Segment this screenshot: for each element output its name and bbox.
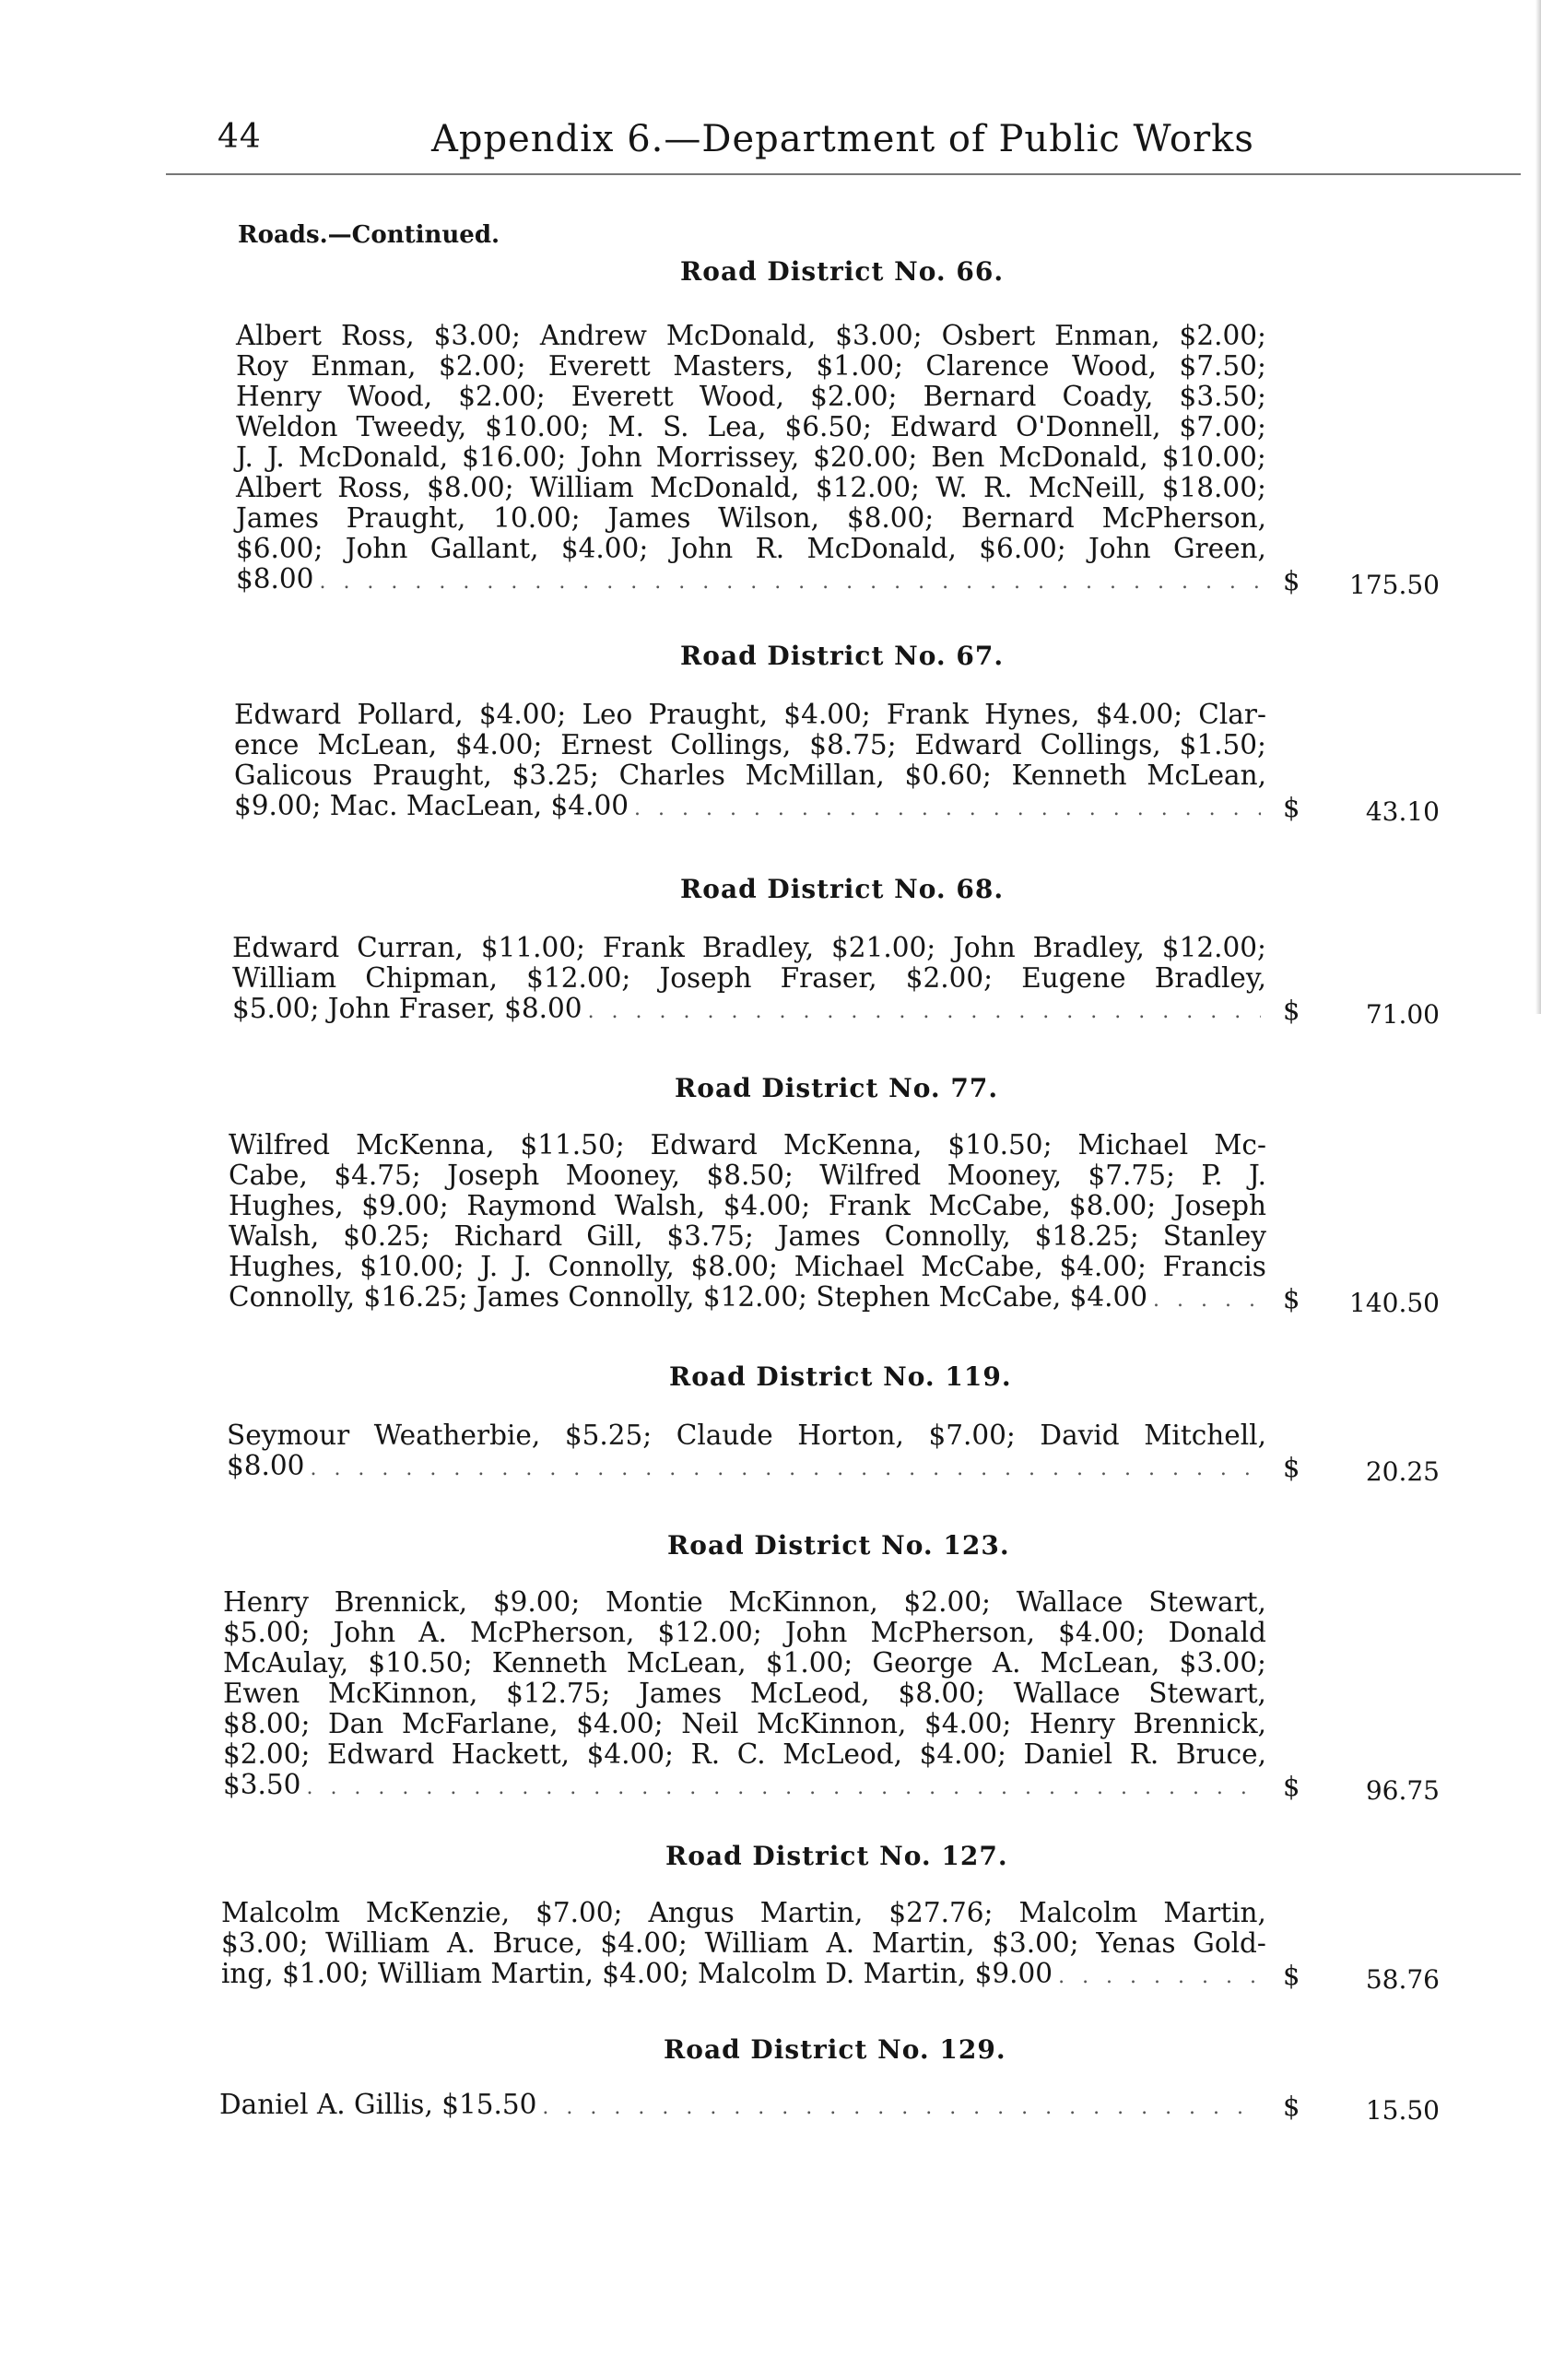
district-title: Road District No. 127.	[665, 1841, 1008, 1871]
entry-line: Hughes, $9.00; Raymond Walsh, $4.00; Frank McCabe, $8.00; Joseph	[229, 1190, 1266, 1221]
entry-line: $2.00; Edward Hackett, $4.00; R. C. McLeod, $4.00; Daniel R. Bruce,	[223, 1738, 1266, 1770]
dot-leaders	[319, 567, 1261, 597]
entry-line: Roy Enman, $2.00; Everett Masters, $1.00; Clarence Wood, $7.50;	[236, 350, 1266, 382]
district-entries	[221, 1898, 1266, 1989]
district-title: Road District No. 129.	[664, 2034, 1006, 2065]
district-entries	[223, 1587, 1266, 1800]
entry-line: Albert Ross, $3.00; Andrew McDonald, $3.00; Osbert Enman, $2.00;	[236, 320, 1266, 351]
entry-last-line	[229, 1282, 1266, 1313]
entry-line: $3.00; William A. Bruce, $4.00; William A. Martin, $3.00; Yenas Gold-	[221, 1927, 1266, 1959]
entry-last-line-text: $3.50	[223, 1769, 301, 1800]
entry-line: Galicous Praught, $3.25; Charles McMillan, $0.60; Kenneth McLean,	[234, 760, 1266, 791]
entry-last-line-text: $9.00; Mac. MacLean, $4.00	[234, 790, 629, 821]
entry-line: Albert Ross, $8.00; William McDonald, $12.00; W. R. McNeill, $18.00;	[236, 472, 1266, 503]
entry-last-line	[227, 1451, 1266, 1481]
section-label: Roads.—Continued.	[238, 221, 500, 249]
running-title: Appendix 6.—Department of Public Works	[431, 118, 1254, 160]
district-total: 15.50	[1365, 2095, 1440, 2126]
district-entries	[236, 321, 1266, 595]
district-entries	[227, 1420, 1266, 1481]
dot-leaders	[634, 794, 1261, 824]
entry-last-line-text: Connolly, $16.25; James Connolly, $12.00; Stephen McCabe, $4.00	[229, 1281, 1148, 1313]
dollar-sign: $	[1283, 1283, 1300, 1314]
dot-leaders	[310, 1454, 1261, 1484]
district-entries	[219, 2090, 1266, 2120]
dollar-sign: $	[1283, 792, 1300, 823]
entry-line: Edward Curran, $11.00; Frank Bradley, $21.00; John Bradley, $12.00;	[232, 932, 1266, 963]
entry-line: Edward Pollard, $4.00; Leo Praught, $4.00; Frank Hynes, $4.00; Clar-	[234, 699, 1266, 730]
entry-line: Cabe, $4.75; Joseph Mooney, $8.50; Wilfred Mooney, $7.75; P. J.	[229, 1160, 1266, 1191]
district-entries	[234, 700, 1266, 821]
district-total: 140.50	[1349, 1288, 1440, 1318]
page-header	[0, 111, 1541, 166]
district-title: Road District No. 67.	[680, 641, 1005, 671]
district-total: 43.10	[1365, 796, 1440, 827]
entry-last-line	[223, 1770, 1266, 1800]
dot-leaders	[542, 2092, 1261, 2123]
entry-line: Hughes, $10.00; J. J. Connolly, $8.00; Michael McCabe, $4.00; Francis	[229, 1251, 1266, 1282]
entry-last-line-text: $8.00	[227, 1450, 305, 1481]
entry-last-line	[234, 791, 1266, 821]
district-total: 20.25	[1365, 1456, 1440, 1487]
district-entries	[229, 1130, 1266, 1313]
dollar-sign: $	[1283, 995, 1300, 1026]
entry-last-line	[232, 994, 1266, 1024]
entry-last-line-text: $8.00	[236, 563, 314, 595]
district-title: Road District No. 66.	[680, 256, 1005, 287]
district-title: Road District No. 123.	[667, 1530, 1010, 1561]
entry-line: $8.00; Dan McFarlane, $4.00; Neil McKinnon, $4.00; Henry Brennick,	[223, 1708, 1266, 1739]
page-number: 44	[218, 118, 262, 156]
entry-last-line	[219, 2090, 1266, 2120]
entry-last-line-text: Daniel A. Gillis, $15.50	[219, 2089, 537, 2120]
dot-leaders	[588, 996, 1261, 1027]
entry-line: Walsh, $0.25; Richard Gill, $3.75; James Connolly, $18.25; Stanley	[229, 1220, 1266, 1252]
entry-line: Malcolm McKenzie, $7.00; Angus Martin, $27.76; Malcolm Martin,	[221, 1897, 1266, 1928]
entry-line: $6.00; John Gallant, $4.00; John R. McDonald, $6.00; John Green,	[236, 533, 1266, 564]
district-title: Road District No. 68.	[680, 874, 1005, 904]
entry-last-line	[236, 564, 1266, 595]
header-rule	[166, 173, 1521, 175]
entry-line: Wilfred McKenna, $11.50; Edward McKenna, $10.50; Michael Mc-	[229, 1129, 1266, 1161]
entry-line: Henry Brennick, $9.00; Montie McKinnon, $2.00; Wallace Stewart,	[223, 1586, 1266, 1618]
entry-last-line-text: $5.00; John Fraser, $8.00	[232, 993, 582, 1024]
entry-last-line	[221, 1959, 1266, 1989]
entry-line: William Chipman, $12.00; Joseph Fraser, $2.00; Eugene Bradley,	[232, 962, 1266, 994]
entry-line: James Praught, 10.00; James Wilson, $8.00; Bernard McPherson,	[236, 502, 1266, 534]
entry-line: McAulay, $10.50; Kenneth McLean, $1.00; George A. McLean, $3.00;	[223, 1647, 1266, 1679]
dot-leaders	[1058, 1962, 1261, 1992]
dot-leaders	[1153, 1285, 1261, 1315]
district-title: Road District No. 77.	[675, 1073, 999, 1103]
district-total: 71.00	[1365, 999, 1440, 1030]
dollar-sign: $	[1283, 1960, 1300, 1991]
entry-last-line-text: ing, $1.00; William Martin, $4.00; Malcolm D. Martin, $9.00	[221, 1958, 1053, 1989]
entry-line: J. J. McDonald, $16.00; John Morrissey, $20.00; Ben McDonald, $10.00;	[236, 442, 1266, 473]
dot-leaders	[306, 1773, 1261, 1803]
district-entries	[232, 933, 1266, 1024]
entry-line: ence McLean, $4.00; Ernest Collings, $8.75; Edward Collings, $1.50;	[234, 729, 1266, 760]
entry-line: $5.00; John A. McPherson, $12.00; John McPherson, $4.00; Donald	[223, 1617, 1266, 1648]
dollar-sign: $	[1283, 565, 1300, 596]
district-total: 96.75	[1365, 1775, 1440, 1806]
district-total: 175.50	[1349, 570, 1440, 600]
dollar-sign: $	[1283, 1771, 1300, 1802]
district-title: Road District No. 119.	[669, 1361, 1012, 1392]
dollar-sign: $	[1283, 2091, 1300, 2122]
page-edge-shadow	[1535, 0, 1541, 1014]
district-total: 58.76	[1365, 1964, 1440, 1995]
entry-line: Weldon Tweedy, $10.00; M. S. Lea, $6.50; Edward O'Donnell, $7.00;	[236, 411, 1266, 442]
entry-line: Ewen McKinnon, $12.75; James McLeod, $8.00; Wallace Stewart,	[223, 1678, 1266, 1709]
entry-line: Henry Wood, $2.00; Everett Wood, $2.00; Bernard Coady, $3.50;	[236, 381, 1266, 412]
dollar-sign: $	[1283, 1452, 1300, 1483]
entry-line: Seymour Weatherbie, $5.25; Claude Horton, $7.00; David Mitchell,	[227, 1420, 1266, 1451]
